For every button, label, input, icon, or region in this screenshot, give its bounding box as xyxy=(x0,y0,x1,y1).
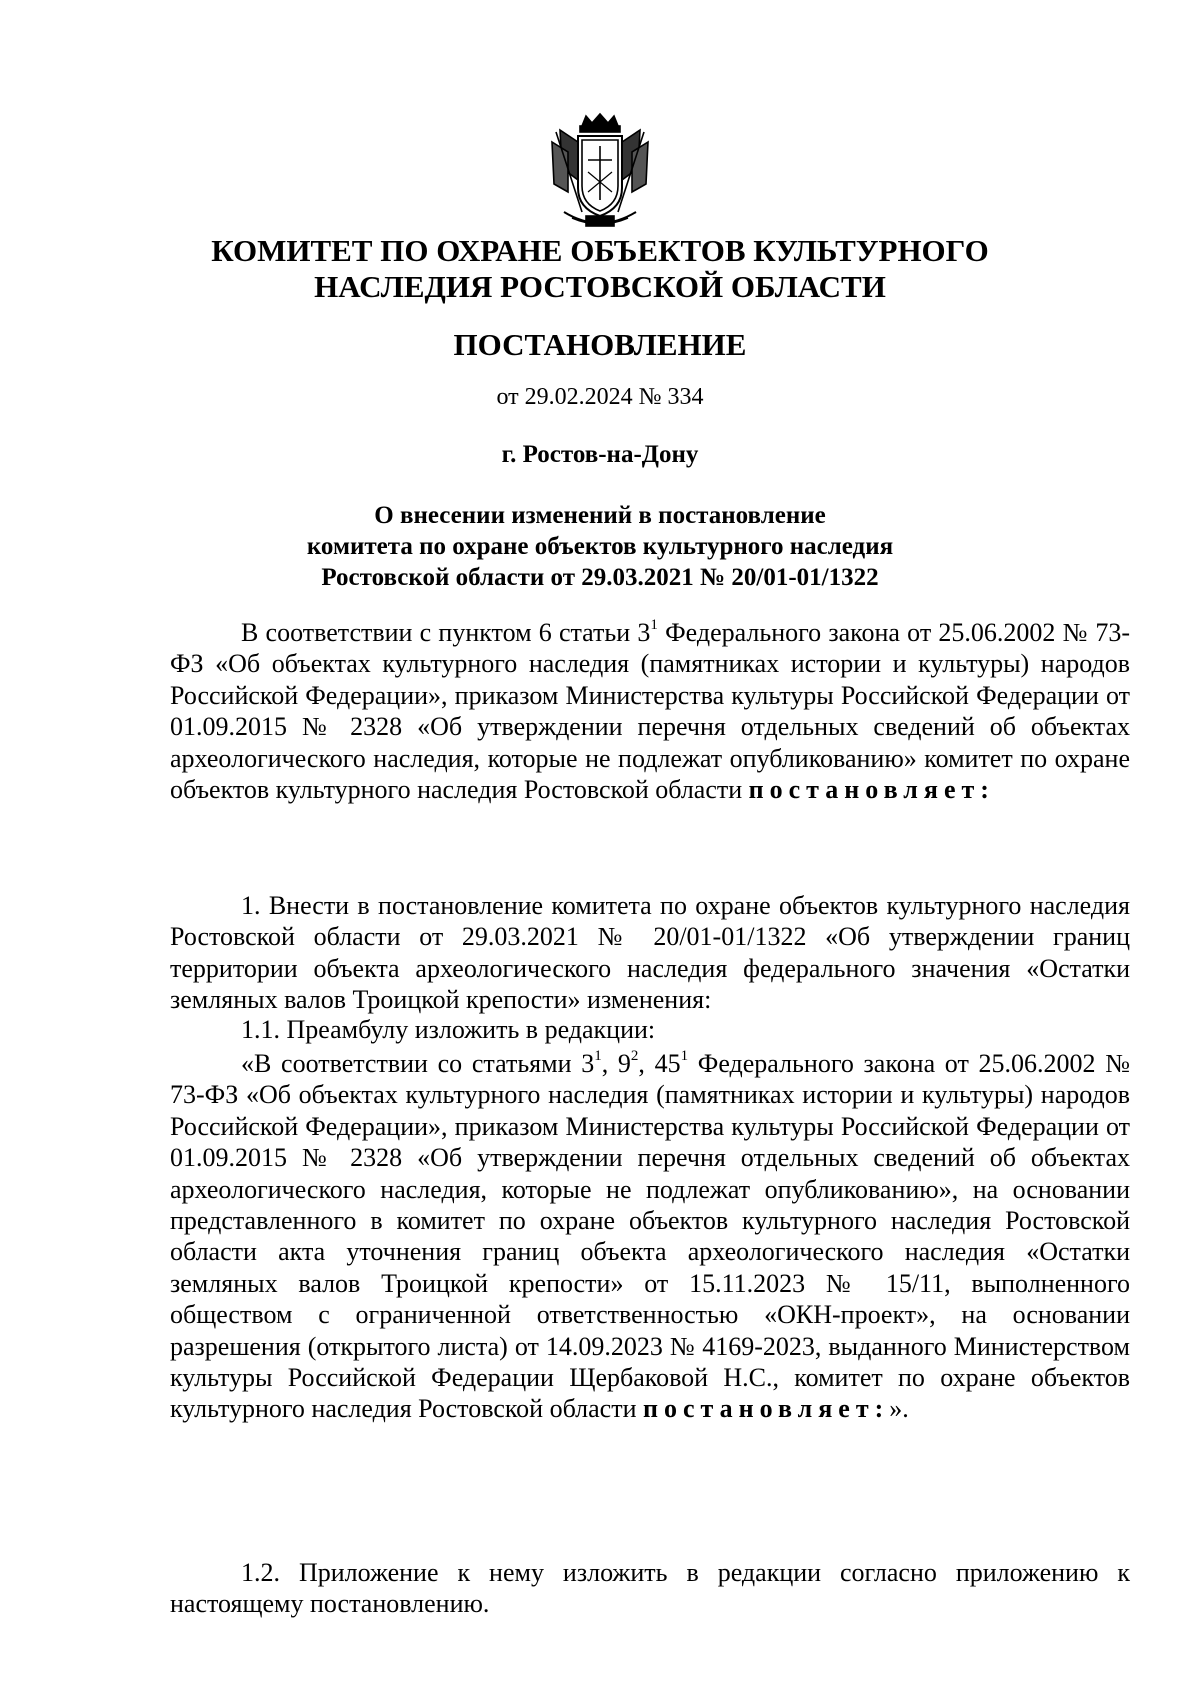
organization-title-line1: КОМИТЕТ ПО ОХРАНЕ ОБЪЕКТОВ КУЛЬТУРНОГО xyxy=(211,233,989,268)
document-subject xyxy=(0,500,1200,593)
organization-title-line2: НАСЛЕДИЯ РОСТОВСКОЙ ОБЛАСТИ xyxy=(314,269,886,304)
item-1-1-text: 1.1. Преамбулу изложить в редакции: xyxy=(241,1015,656,1044)
quote-sup-3: 1 xyxy=(680,1048,689,1065)
item-1-text: 1. Внести в постановление комитета по охране объектов культурного наследия Ростовской области от 29.03.2021 № 20/01-01/1322 «Об утверждении границ территории объекта археологического наследия федерального значения «Остатки земляных валов Троицкой крепости» изменения: xyxy=(170,891,1130,1015)
item-1-1-paragraph xyxy=(170,1014,1130,1045)
quote-text-4: Федерального закона от 25.06.2002 № 73-ФЗ «Об объектах культурного наследия (памятниках истории и культуры) народов Российской Федерации», приказом Министерства культуры Российской Федерации от 01.09.2015 № 2328 «Об утверждении перечня отдельных сведений об объектах археологического наследия, которые не подлежат опубликованию», на основании представленного в комитет по охране объектов культурного наследия Ростовской области акта уточнения границ объекта археологического наследия «Остатки земляных валов Троицкой крепости» от 15.11.2023 № 15/11, выполненного обществом с ограниченной ответственностью «ОКН-проект», на основании разрешения (открытого листа) от 14.09.2023 № 4169-2023, выданного Министерством культуры Российской Федерации Щербаковой Н.С., комитет по охране объектов культурного наследия Ростовской области xyxy=(170,1049,1131,1424)
quote-text-3: , 45 xyxy=(638,1049,681,1078)
coat-of-arms-icon xyxy=(542,112,658,234)
subject-line2: комитета по охране объектов культурного наследия xyxy=(306,533,894,560)
preamble-text-1: В соответствии с пунктом 6 статьи 3 xyxy=(241,618,651,647)
quote-closing: ». xyxy=(889,1394,909,1424)
quote-sup-1: 1 xyxy=(594,1048,602,1065)
item-1-2-paragraph xyxy=(170,1557,1130,1620)
quote-text-2: , 9 xyxy=(601,1049,631,1078)
document-city: г. Ростов-на-Дону xyxy=(501,441,699,468)
quote-text-1: «В соответствии со статьями 3 xyxy=(241,1049,595,1078)
item-1-paragraph xyxy=(170,890,1130,1016)
quote-sup-2: 2 xyxy=(630,1048,639,1065)
preamble-text-2: Федерального закона от 25.06.2002 № 73-ФЗ «Об объектах культурного наследия (памятниках истории и культуры) народов Российской Федерации», приказом Министерства культуры Российской Федерации от 01.09.2015 № 2328 «Об утверждении перечня отдельных сведений об объектах археологического наследия, которые не подлежат опубликованию» комитет по охране объектов культурного наследия Ростовской области xyxy=(170,618,1131,805)
document-type: ПОСТАНОВЛЕНИЕ xyxy=(453,327,747,362)
organization-title xyxy=(0,233,1200,305)
subject-line1: О внесении изменений в постановление xyxy=(374,502,826,529)
preamble-sup: 1 xyxy=(650,617,658,634)
document-date-number: от 29.02.2024 № 334 xyxy=(496,384,704,410)
quoted-preamble-paragraph xyxy=(170,1048,1130,1425)
preamble-paragraph xyxy=(170,617,1130,805)
item-1-2-text: 1.2. Приложение к нему изложить в редакции согласно приложению к настоящему постановлению. xyxy=(170,1558,1130,1619)
preamble-decree-word: постановляет: xyxy=(748,775,995,805)
subject-line3: Ростовской области от 29.03.2021 № 20/01-01/1322 xyxy=(321,564,879,591)
quote-decree-word: постановляет: xyxy=(643,1394,890,1424)
